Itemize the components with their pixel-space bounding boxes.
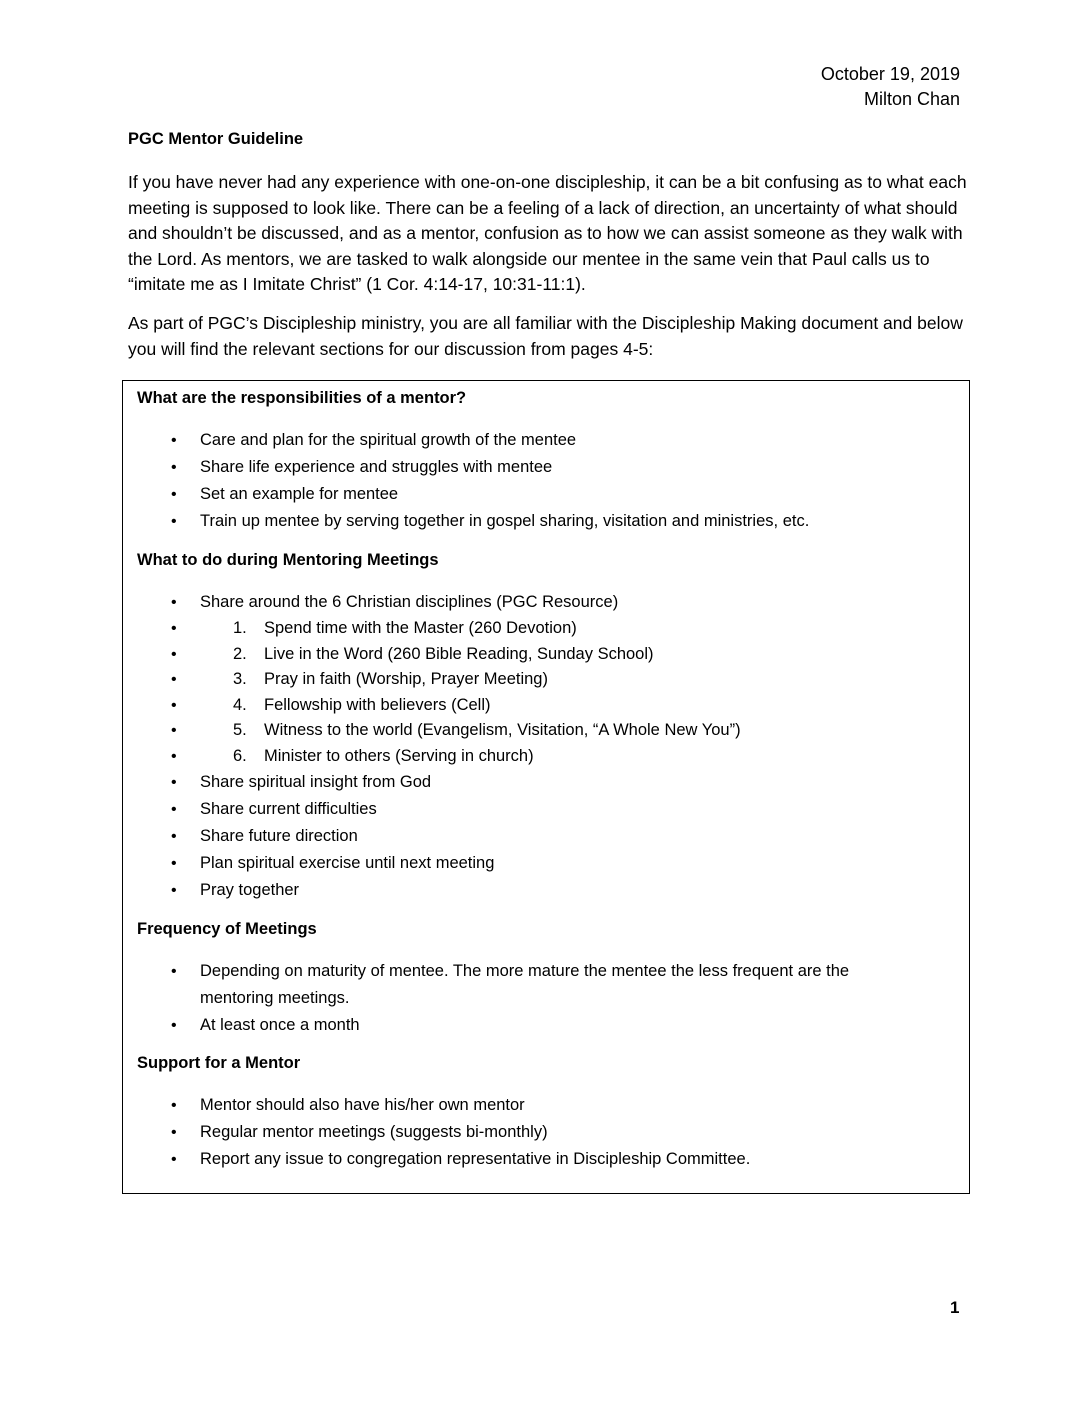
discipline-item (123, 616, 963, 642)
list-item: • Regular mentor meetings (suggests bi-monthly) (123, 1119, 963, 1146)
context-paragraph: As part of PGC’s Discipleship ministry, you are all familiar with the Discipleship Making document and below you will find the relevant sections for our discussion from pages 4-5: (128, 313, 963, 359)
discipline-item (123, 667, 963, 693)
list-item: • At least once a month (123, 1012, 963, 1039)
discipline-item (123, 642, 963, 668)
discipline-text: Minister to others (Serving in church) (264, 746, 534, 765)
header-author: Milton Chan (863, 89, 960, 109)
list-item: • Share current difficulties (123, 796, 963, 823)
list-item-text: Share around the 6 Christian disciplines (PGC Resource) (200, 593, 619, 611)
list-item: • Report any issue to congregation representative in Discipleship Committee. (123, 1146, 963, 1173)
section-heading-meetings: What to do during Mentoring Meetings (137, 551, 439, 569)
meetings-list (123, 589, 963, 904)
list-item: • Pray together (123, 877, 963, 904)
discipline-item (123, 744, 963, 770)
header-date: October 19, 2019 (820, 64, 960, 84)
discipline-number: • 2. (233, 644, 247, 663)
list-item: • Share spiritual insight from God (123, 769, 963, 796)
list-item: • Set an example for mentee (123, 481, 963, 508)
discipline-text: Witness to the world (Evangelism, Visitation, “A Whole New You”) (264, 721, 741, 739)
list-item: • Share future direction (123, 823, 963, 850)
document-title: PGC Mentor Guideline (128, 130, 304, 148)
list-item: • Plan spiritual exercise until next meeting (123, 850, 963, 877)
frequency-list (123, 958, 963, 1039)
list-item: • Mentor should also have his/her own mentor (123, 1092, 963, 1119)
list-item: • Care and plan for the spiritual growth of the mentee (123, 427, 963, 454)
list-item: • Share life experience and struggles with mentee (123, 454, 963, 481)
discipline-number: • 4. (233, 695, 247, 714)
section-heading-frequency: Frequency of Meetings (137, 920, 317, 938)
discipline-number: • 5. (233, 721, 247, 739)
discipline-item (123, 718, 963, 744)
section-heading-support: Support for a Mentor (137, 1054, 301, 1072)
intro-paragraph: If you have never had any experience with one-on-one discipleship, it can be a bit confusing as to what each meeting is supposed to look like. There can be a feeling of a lack of direction, an uncertainty of what should and shouldn’t be discussed, and as a mentor, confusion as to how we can assist someone as they walk with the Lord. As mentors, we are tasked to walk alongside our mentee in the same vein that Paul calls us to “imitate me as I Imitate Christ” (1 Cor. 4:14-17, 10:31-11:1). (128, 172, 967, 294)
list-item (123, 589, 963, 769)
discipline-text: Live in the Word (260 Bible Reading, Sunday School) (264, 644, 654, 663)
document-header (821, 62, 960, 112)
discipline-text: Spend time with the Master (260 Devotion) (264, 619, 577, 637)
responsibilities-list (123, 427, 963, 535)
discipline-item (123, 693, 963, 719)
list-item: • Depending on maturity of mentee. The more mature the mentee the less frequent are the mentoring meetings. (123, 958, 963, 1012)
discipline-number: • 6. (233, 746, 247, 765)
section-heading-responsibilities: What are the responsibilities of a mentor? (137, 389, 467, 407)
discipline-text: Pray in faith (Worship, Prayer Meeting) (264, 670, 548, 688)
discipline-number: • 3. (233, 670, 247, 688)
support-list (123, 1092, 963, 1173)
page-number: 1 (950, 1298, 960, 1317)
discipline-number: • 1. (233, 619, 247, 637)
discipline-text: Fellowship with believers (Cell) (264, 695, 491, 714)
disciplines-list (123, 616, 963, 769)
guideline-box (122, 380, 970, 1194)
list-item: • Train up mentee by serving together in gospel sharing, visitation and ministries, etc. (123, 508, 963, 535)
